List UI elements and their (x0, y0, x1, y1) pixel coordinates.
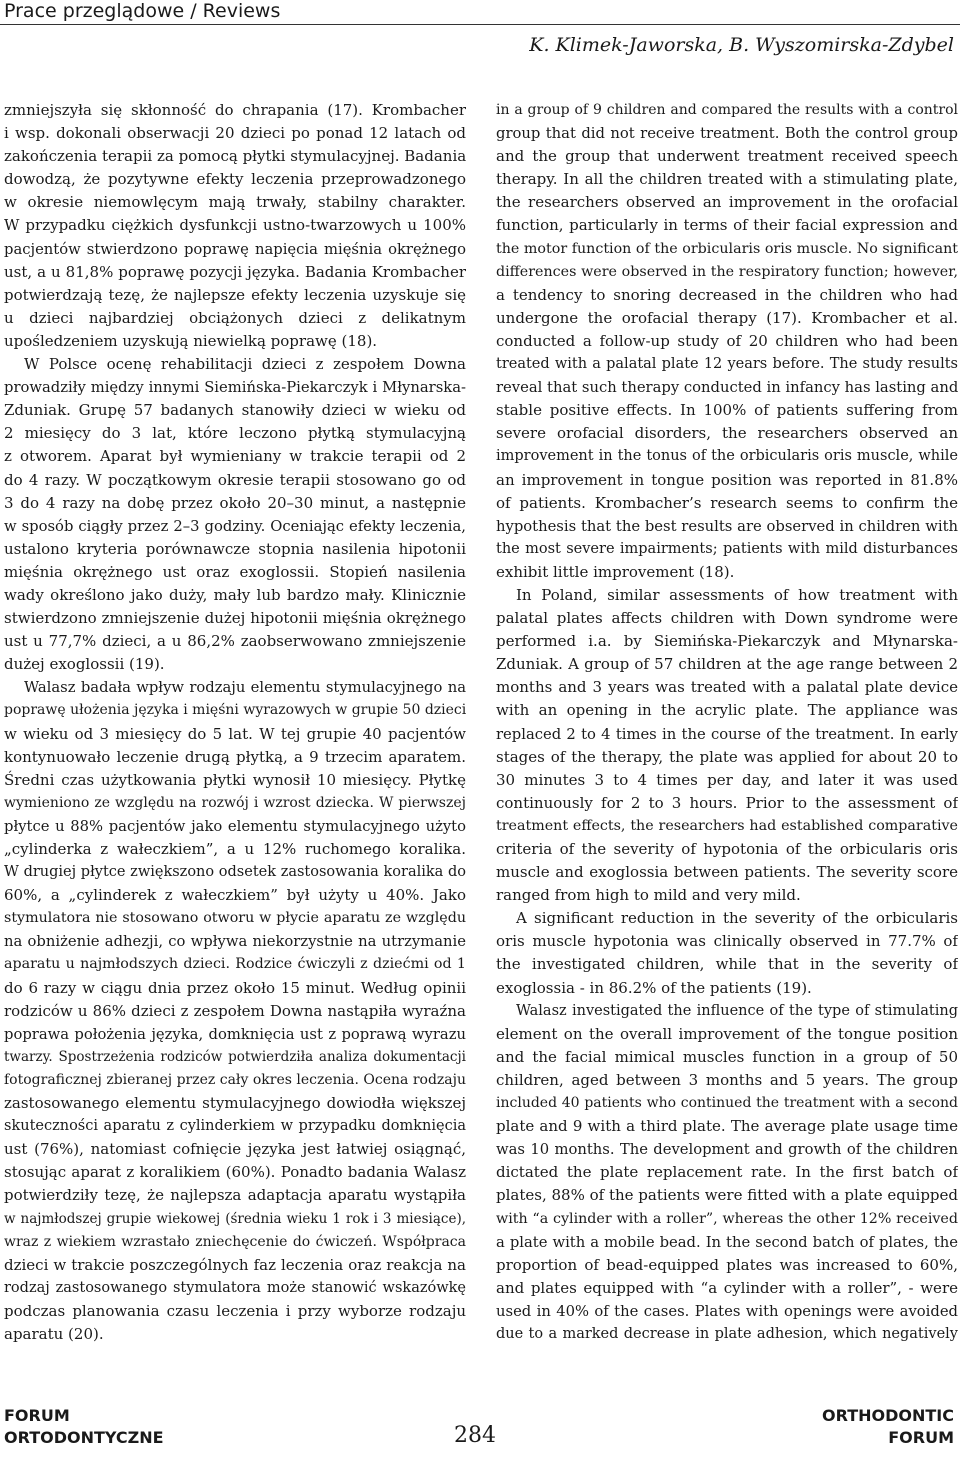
text-line: was 10 months. The development and growth of the children (496, 1141, 958, 1159)
text-line: wymieniono ze względu na rozwój i wzrost dziecka. W pierwszej (4, 794, 466, 811)
text-line: mięśnia okrężnego ust oraz exoglossii. Stopień nasilenia (4, 562, 466, 581)
text-line: oris muscle hypotonia was clinically observed in 77.7% of (496, 932, 958, 951)
text-line: group that did not receive treatment. Both the control group (496, 125, 958, 143)
footer-left-line1: FORUM (4, 1406, 70, 1425)
text-line: 60%, a „cylinderek z wałeczkiem” był użyty u 40%. Jako (4, 886, 466, 905)
footer-journal-polish (4, 1405, 164, 1449)
text-line: rodziców u 86% dzieci z zespołem Downa nastąpiła wyraźna (4, 1001, 466, 1020)
text-line: twarzy. Spostrzeżenia rodziców potwierdziła analiza dokumentacji (4, 1048, 466, 1065)
text-line: and plates equipped with “a cylinder with a roller”, - were (496, 1278, 958, 1297)
text-line: aparatu (20). (4, 1324, 104, 1343)
text-line: rodzaj zastosowanego stymulatora może stanowić wskazówkę (4, 1279, 466, 1296)
text-line: wraz z wiekiem wzrastało zniechęcenie do ćwiczeń. Współpraca (4, 1233, 466, 1250)
text-line: pacjentów stwierdzono poprawę napięcia mięśnia okrężnego (4, 240, 466, 258)
text-line: zastosowanego elementu stymulacyjnego dowiodła większej (4, 1094, 466, 1113)
text-line: included 40 patients who continued the treatment with a second (496, 1095, 958, 1112)
footer-left-line2: ORTODONTYCZNE (4, 1428, 164, 1447)
text-line: W drugiej płytce zwiększono odsetek zastosowania koralika do (4, 864, 466, 881)
text-line: treatment effects, the researchers had established comparative (496, 817, 958, 834)
text-line: podczas planowania czasu leczenia i przy wyborze rodzaju (4, 1301, 466, 1320)
text-line: improvement in the tonus of the orbicularis oris muscle, while (496, 448, 958, 465)
text-line: potwierdzają tezę, że najlepsze efekty leczenia uzyskuje się (4, 285, 466, 304)
text-line: dictated the plate replacement rate. In the first batch of (496, 1163, 958, 1182)
text-line: months and 3 years was treated with a palatal plate device (496, 678, 958, 697)
text-line: function, particularly in terms of their facial expression and (496, 216, 958, 235)
text-line: and the group that underwent treatment received speech (496, 147, 958, 166)
text-line: kontynuowało leczenie drugą płytką, a 9 trzecim aparatem. (4, 747, 466, 766)
text-line: dużej exoglossii (19). (4, 655, 165, 674)
text-line: do 6 razy w ciągu dnia przez około 15 minut. Według opinii (4, 978, 466, 997)
text-line: plates, 88% of the patients were fitted with a plate equipped (496, 1186, 958, 1205)
text-line: do 4 razy. W początkowym okresie terapii stosowano go od (4, 470, 466, 489)
text-line: children, aged between 3 months and 5 years. The group (496, 1070, 958, 1089)
text-line: Średni czas użytkowania płytki wynosił 10 miesięcy. Płytkę (4, 770, 466, 789)
text-line: A significant reduction in the severity of the orbicularis (516, 909, 958, 928)
text-line: treated with a palatal plate 12 years before. The study results (496, 356, 958, 373)
text-line: skuteczności aparatu z cylinderkiem w przypadku domknięcia (4, 1118, 466, 1135)
footer-journal-english (822, 1405, 954, 1449)
text-line: stymulatora nie stosowano otworu w płycie aparatu ze względu (4, 910, 466, 927)
text-line: poprawę ułożenia języka i mięśni wyrazowych w grupie 50 dzieci (4, 702, 466, 719)
text-line: In Poland, similar assessments of how treatment with (516, 585, 958, 604)
text-line: with “a cylinder with a roller”, whereas the other 12% received (496, 1210, 958, 1227)
text-line: plate and 9 with a third plate. The average plate usage time (496, 1117, 958, 1136)
text-line: ust, a u 81,8% poprawę pozycji języka. Badania Krombacher (4, 262, 466, 281)
text-line: upośledzeniem uzyskują niewielką poprawę (18). (4, 331, 378, 350)
text-line: Walasz badała wpływ rodzaju elementu stymulacyjnego na (24, 679, 466, 697)
text-line: stages of the therapy, the plate was applied for about 20 to (496, 747, 958, 766)
text-line: in a group of 9 children and compared the results with a control (496, 102, 958, 118)
text-line: w wieku od 3 miesięcy do 5 lat. W tej grupie 40 pacjentów (4, 724, 466, 743)
footer-right-line1: ORTHODONTIC (822, 1406, 954, 1425)
text-line: reveal that such therapy conducted in infancy has lasting and (496, 379, 958, 397)
text-line: „cylinderka z wałeczkiem”, a u 12% ruchomego koralika. (4, 840, 466, 858)
text-line: criteria of the severity of hypotonia of the orbicularis oris (496, 840, 958, 858)
text-line: due to a marked decrease in plate adhesion, which negatively (496, 1325, 958, 1342)
text-line: dzieci w trakcie poszczególnych faz leczenia oraz reakcja na (4, 1255, 466, 1274)
text-line: and the facial mimical muscles function in a group of 50 (496, 1047, 958, 1066)
text-line: of patients. Krombacher’s research seems to confirm the (496, 493, 958, 512)
text-line: therapy. In all the children treated with a stimulating plate, (496, 170, 958, 189)
english-text-column (496, 99, 958, 1346)
section-title: Prace przeglądowe / Reviews (4, 0, 281, 22)
text-line: u dzieci najbardziej obciążonych dzieci z delikatnym (4, 308, 466, 327)
text-line: severe orofacial disorders, the researchers observed an (496, 424, 958, 443)
text-line: performed i.a. by Siemińska-Piekarczyk and Młynarska- (496, 632, 958, 651)
text-line: 3 do 4 razy na dobę przez około 20–30 minut, a następnie (4, 493, 466, 512)
text-line: W Polsce ocenę rehabilitacji dzieci z zespołem Downa (24, 355, 466, 374)
page-number: 284 (454, 1423, 496, 1448)
footer-right-line2: FORUM (888, 1428, 954, 1447)
text-line: a tendency to snoring decreased in the children who had (496, 285, 958, 304)
text-line: continuously for 2 to 3 hours. Prior to the assessment of (496, 793, 958, 812)
text-line: dowodzą, że pozytywne efekty leczenia przeprowadzonego (4, 170, 466, 189)
text-line: W przypadku ciężkich dysfunkcji ustno-twarzowych u 100% (4, 216, 466, 235)
header-divider (0, 24, 960, 25)
text-line: exhibit little improvement (18). (496, 562, 735, 581)
text-line: element on the overall improvement of the tongue position (496, 1024, 958, 1043)
text-line: used in 40% of the cases. Plates with openings were avoided (496, 1302, 958, 1320)
text-line: stosując aparat z koralikiem (60%). Ponadto badania Walasz (4, 1163, 466, 1182)
text-line: ustalono kryteria porównawcze stopnia nasilenia hipotonii (4, 539, 466, 558)
text-line: zakończenia terapii za pomocą płytki stymulacyjnej. Badania (4, 147, 466, 166)
text-line: palatal plates affects children with Down syndrome were (496, 609, 958, 628)
text-line: Walasz investigated the influence of the type of stimulating (516, 1002, 958, 1019)
text-line: prowadziły między innymi Siemińska-Piekarczyk i Młynarska- (4, 379, 466, 397)
text-line: undergone the orofacial therapy (17). Krombacher et al. (496, 308, 958, 327)
text-line: stwierdzono zmniejszenie dużej hipotonii mięśnia okrężnego (4, 609, 466, 628)
polish-text-column (4, 99, 466, 1346)
text-line: Zduniak. A group of 57 children at the age range between 2 (496, 655, 958, 674)
text-line: fotograficznej zbieranej przez cały okres leczenia. Ocena rodzaju (4, 1071, 466, 1088)
text-line: wady określono jako duży, mały lub bardzo mały. Klinicznie (4, 585, 466, 604)
text-line: replaced 2 to 4 times in the course of the treatment. In early (496, 725, 958, 743)
text-line: exoglossia - in 86.2% of the patients (19). (496, 978, 812, 997)
text-line: a plate with a mobile bead. In the second batch of plates, the (496, 1233, 958, 1251)
text-line: ust u 77,7% dzieci, a u 86,2% zaobserwowano zmniejszenie (4, 632, 466, 651)
text-line: the investigated children, while that in the severity of (496, 955, 958, 974)
text-line: 30 minutes 3 to 4 times per day, and later it was used (496, 770, 958, 789)
text-line: stable positive effects. In 100% of patients suffering from (496, 401, 958, 420)
text-line: i wsp. dokonali obserwacji 20 dzieci po ponad 12 latach od (4, 124, 466, 143)
text-line: hypothesis that the best results are observed in children with (496, 517, 958, 535)
text-line: z otworem. Aparat był wymieniany w trakcie terapii od 2 (4, 447, 466, 466)
text-line: płytce u 88% pacjentów jako elementu stymulacyjnego użyto (4, 817, 466, 835)
text-line: with an opening in the acrylic plate. The appliance was (496, 701, 958, 720)
text-line: differences were observed in the respiratory function; however, (496, 263, 958, 280)
text-line: conducted a follow-up study of 20 children who had been (496, 331, 958, 350)
text-line: muscle and exoglossia between patients. The severity score (496, 863, 958, 882)
author-line: K. Klimek-Jaworska, B. Wyszomirska-Zdybel (529, 34, 954, 56)
text-line: poprawa położenia języka, domknięcia ust z poprawą wyrazu (4, 1025, 466, 1043)
text-line: the researchers observed an improvement in the orofacial (496, 193, 958, 212)
text-line: ust (76%), natomiast cofnięcie języka jest łatwiej osiągnąć, (4, 1140, 466, 1159)
text-line: Zduniak. Grupę 57 badanych stanowiły dzieci w wieku od (4, 401, 466, 420)
text-line: aparatu u najmłodszych dzieci. Rodzice ćwiczyli z dziećmi od 1 (4, 956, 466, 973)
text-line: the most severe impairments; patients with mild disturbances (496, 540, 958, 557)
text-line: potwierdziły tezę, że najlepsza adaptacja aparatu wystąpiła (4, 1186, 466, 1205)
text-line: ranged from high to mild and very mild. (496, 886, 801, 905)
text-line: the motor function of the orbicularis oris muscle. No significant (496, 240, 958, 257)
text-line: w okresie niemowlęcym mają trwały, stabilny charakter. (4, 193, 466, 212)
text-line: zmniejszyła się skłonność do chrapania (17). Krombacher (4, 101, 466, 119)
text-line: proportion of bead-equipped plates was increased to 60%, (496, 1255, 958, 1274)
text-line: 2 miesięcy do 3 lat, które leczono płytką stymulacyjną (4, 424, 466, 443)
text-line: w sposób ciągły przez 2–3 godziny. Oceniając efekty leczenia, (4, 517, 466, 535)
text-line: na obniżenie adhezji, co wpływa niekorzystnie na utrzymanie (4, 933, 466, 951)
text-line: an improvement in tongue position was reported in 81.8% (496, 470, 958, 489)
text-line: w najmłodszej grupie wiekowej (średnia wieku 1 rok i 3 miesiące), (4, 1210, 466, 1227)
